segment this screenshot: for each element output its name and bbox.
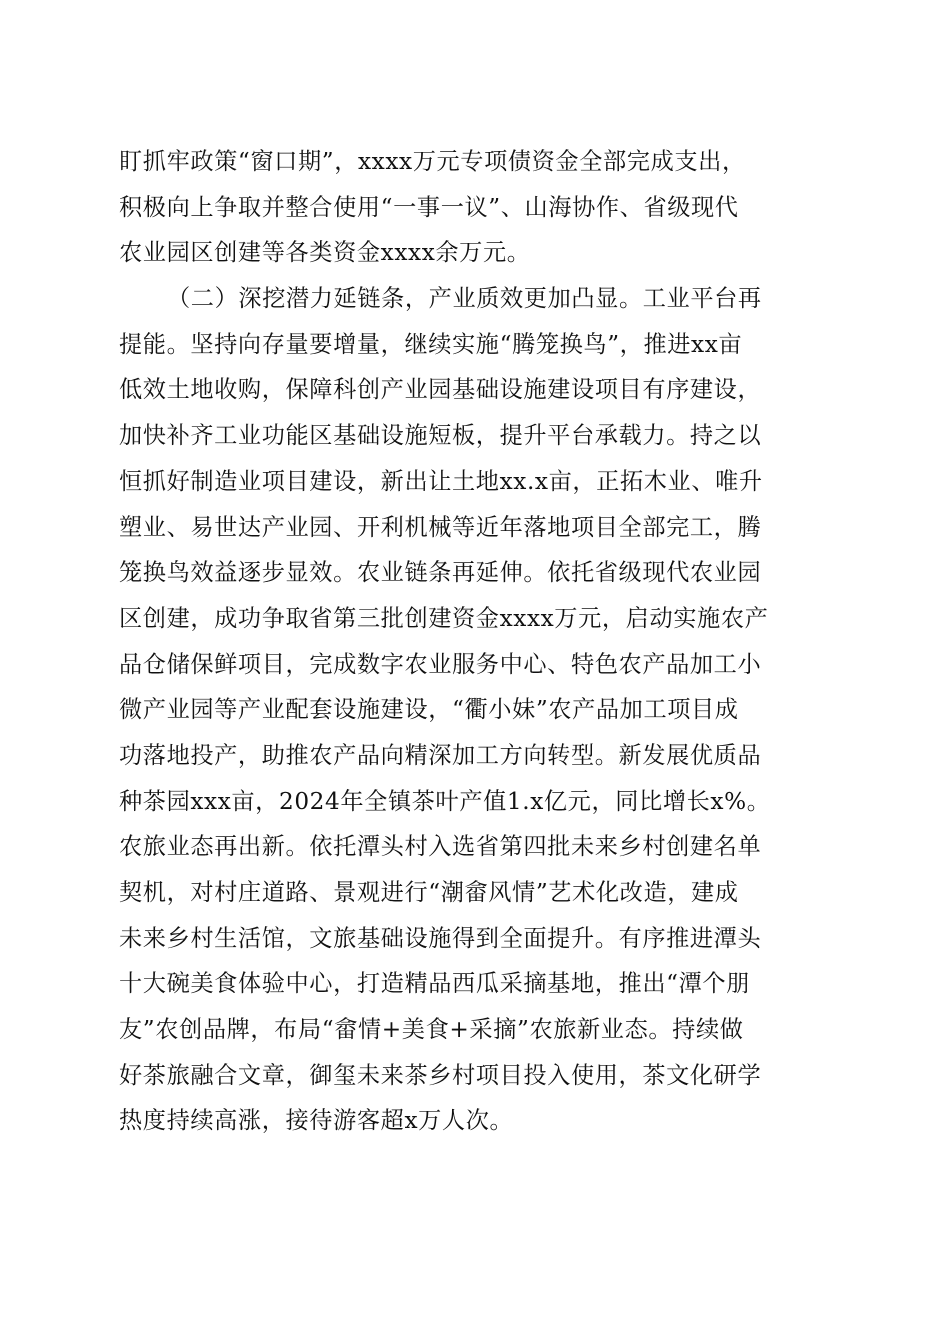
text-line: 农旅业态再出新。依托潭头村入选省第四批未来乡村创建名单 [119,833,762,861]
text-line: 友”农创品牌，布局“畲情+美食+采摘”农旅新业态。持续做 [119,1016,744,1044]
text-line: 种茶园xxx亩，2024年全镇茶叶产值1.x亿元，同比增长x%。 [119,787,771,815]
text-line: 功落地投产，助推农产品向精深加工方向转型。新发展优质品 [119,741,762,769]
text-line: 契机，对村庄道路、景观进行“潮畲风情”艺术化改造，建成 [119,879,739,906]
text-line: 农业园区创建等各类资金xxxx余万元。 [119,239,531,267]
section-heading: （二）深挖潜力延链条，产业质效更加凸显。 [167,285,643,313]
text-line: 十大碗美食体验中心，打造精品西瓜采摘基地，推出“潭个朋 [119,970,750,998]
text-line: 好茶旅融合文章，御玺未来茶乡村项目投入使用，茶文化研学 [119,1061,762,1089]
text-line: 提能。坚持向存量要增量，继续实施“腾笼换鸟”，推进xx亩 [119,330,743,358]
text-line: 区创建，成功争取省第三批创建资金xxxx万元，启动实施农产 [119,604,769,632]
text-line: 加快补齐工业功能区基础设施短板，提升平台承载力。持之以 [119,422,762,450]
text-line: 积极向上争取并整合使用“一事一议”、山海协作、省级现代 [119,193,739,221]
document-body [119,139,831,1144]
text-line: 塑业、易世达产业园、开利机械等近年落地项目全部完工，腾 [119,513,762,541]
text-line: 微产业园等产业配套设施建设，“衢小妹”农产品加工项目成 [119,696,739,724]
text-line: 笼换鸟效益逐步显效。农业链条再延伸。依托省级现代农业园 [119,559,762,587]
text-line: 盯抓牢政策“窗口期”，xxxx万元专项债资金全部完成支出， [119,148,746,175]
section-first-line [119,276,831,322]
text-line: 未来乡村生活馆，文旅基础设施得到全面提升。有序推进潭头 [119,924,762,952]
text-line: 热度持续高涨，接待游客超x万人次。 [119,1107,514,1135]
section-first-line-text: 工业平台再 [642,285,762,313]
text-line: 品仓储保鲜项目，完成数字农业服务中心、特色农产品加工小 [119,650,762,678]
text-line: 低效土地收购，保障科创产业园基础设施建设项目有序建设， [119,376,762,404]
text-line: 恒抓好制造业项目建设，新出让土地xx.x亩，正拓木业、唯升 [119,467,763,495]
